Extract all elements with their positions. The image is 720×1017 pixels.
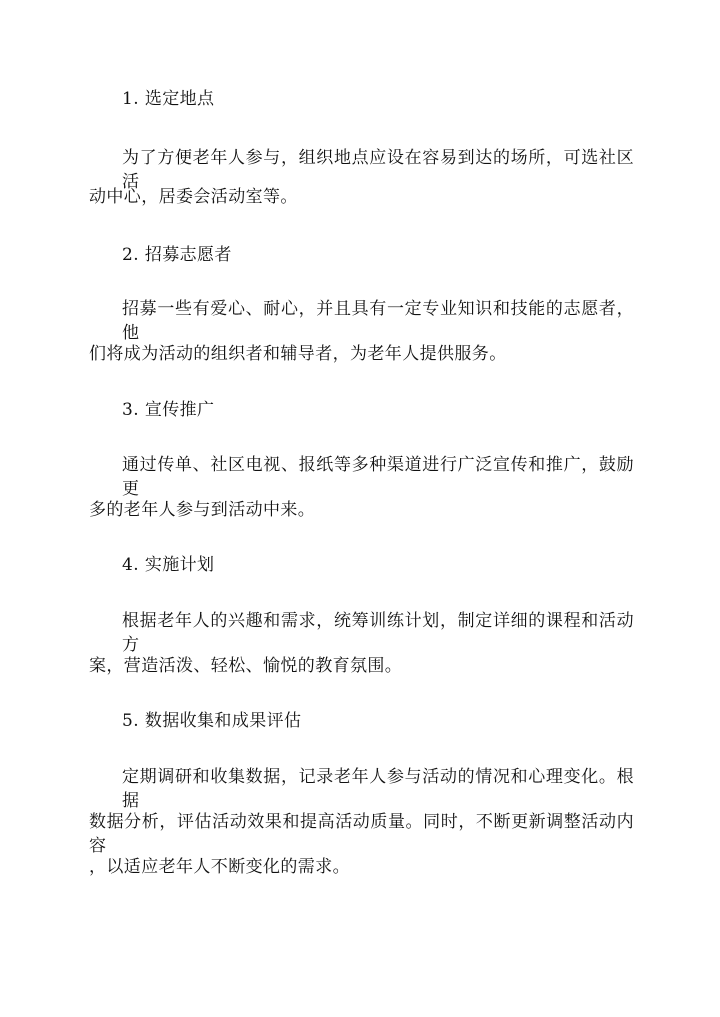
section-5-line-3: ，以适应老年人不断变化的需求。	[89, 857, 350, 877]
section-3-line-2: 多的老年人参与到活动中来。	[89, 500, 316, 520]
section-3-line-1: 通过传单、社区电视、报纸等多种渠道进行广泛宣传和推广，鼓励更	[122, 455, 634, 499]
section-2-line-1: 招募一些有爱心、耐心，并且具有一定专业知识和技能的志愿者，他	[122, 299, 634, 343]
section-4-line-2: 案，营造活泼、轻松、愉悦的教育氛围。	[89, 656, 403, 676]
section-1-heading: 1. 选定地点	[122, 89, 215, 109]
section-5-line-1: 定期调研和收集数据，记录老年人参与活动的情况和心理变化。根据	[122, 767, 634, 811]
section-1-line-1: 为了方便老年人参与，组织地点应设在容易到达的场所，可选社区活	[122, 148, 634, 192]
section-4-heading: 4. 实施计划	[122, 555, 215, 575]
section-4-line-1: 根据老年人的兴趣和需求，统筹训练计划，制定详细的课程和活动方	[122, 611, 634, 655]
section-5-line-2: 数据分析，评估活动效果和提高活动质量。同时，不断更新调整活动内容	[89, 812, 634, 856]
section-3-heading: 3. 宣传推广	[122, 400, 215, 420]
section-2-line-2: 们将成为活动的组织者和辅导者，为老年人提供服务。	[89, 344, 507, 364]
section-1-line-2: 动中心，居委会活动室等。	[89, 187, 298, 207]
section-2-heading: 2. 招募志愿者	[122, 245, 232, 265]
section-5-heading: 5. 数据收集和成果评估	[122, 711, 302, 731]
